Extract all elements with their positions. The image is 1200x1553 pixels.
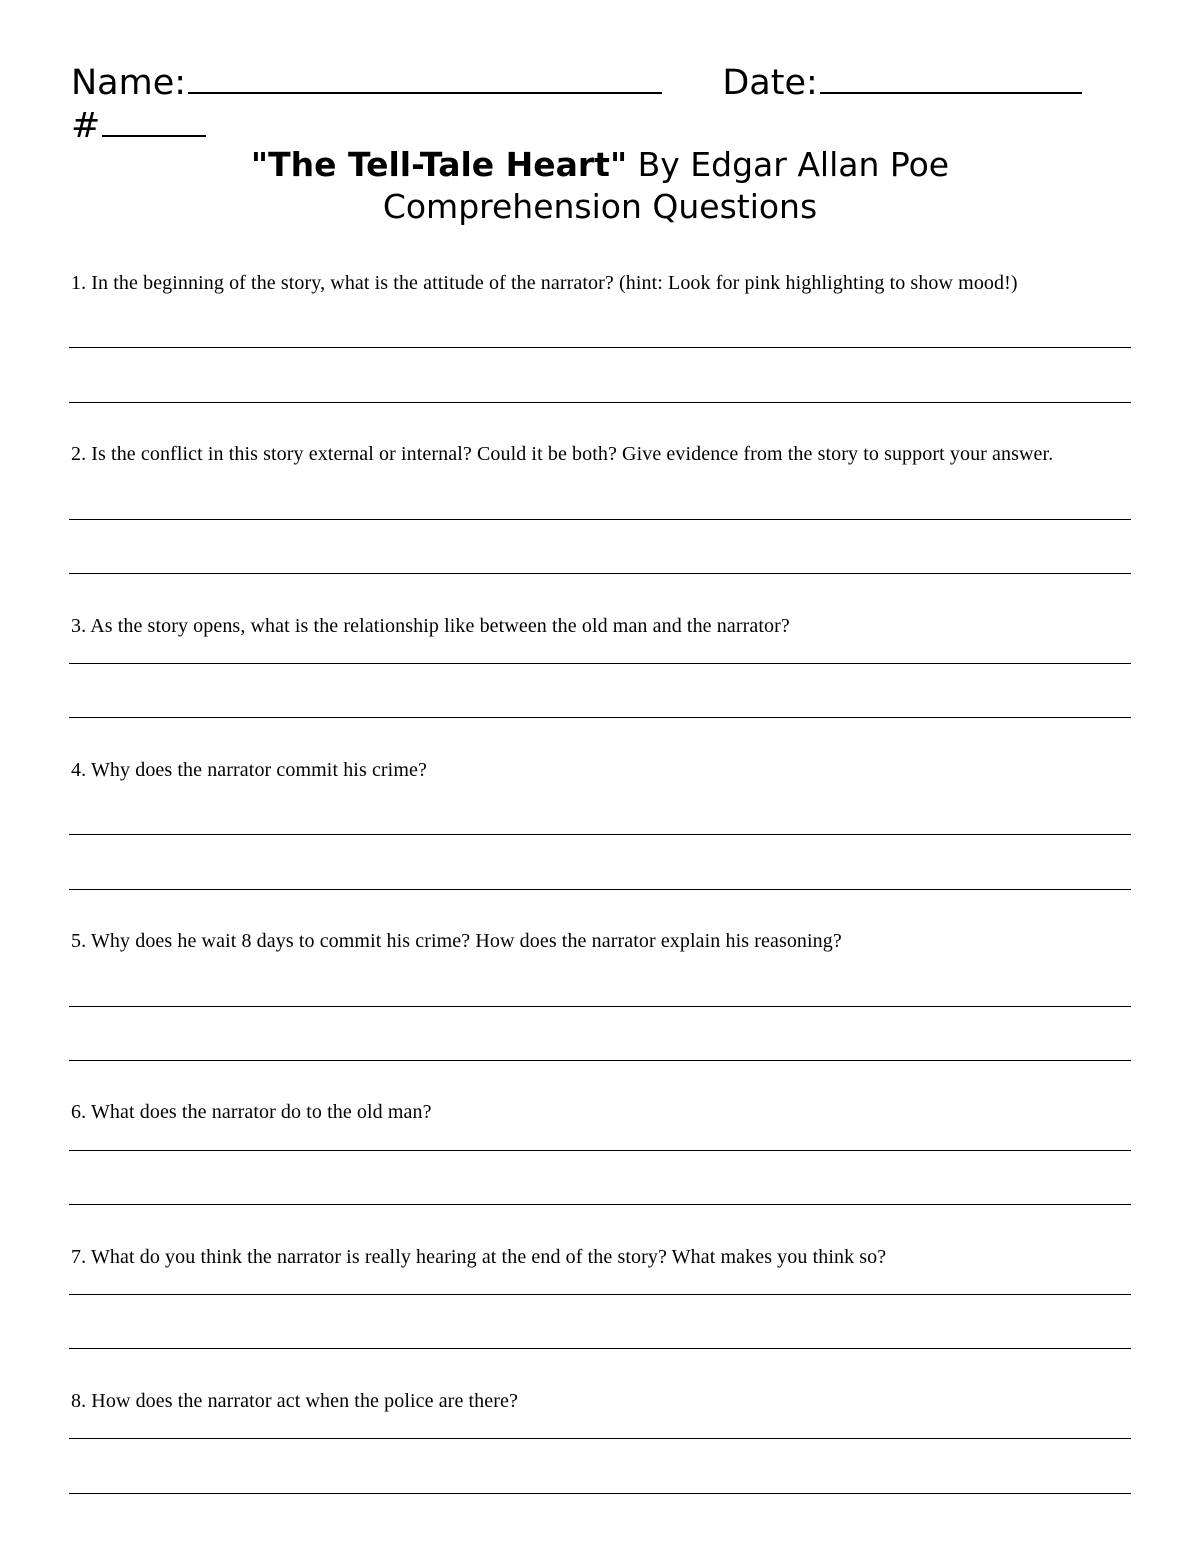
number-blank-line[interactable] (102, 105, 206, 137)
date-label: Date: (722, 63, 818, 103)
answer-line[interactable] (69, 1060, 1131, 1061)
question-5: 5. Why does he wait 8 days to commit his crime? How does the narrator explain his reasoning? (71, 930, 842, 952)
answer-line[interactable] (69, 663, 1131, 664)
answer-line[interactable] (69, 1006, 1131, 1007)
question-7: 7. What do you think the narrator is really hearing at the end of the story? What makes you think so? (71, 1246, 887, 1268)
answer-line[interactable] (69, 573, 1131, 574)
date-blank-line[interactable] (820, 62, 1082, 94)
number-line (71, 105, 206, 146)
answer-line[interactable] (69, 889, 1131, 890)
answer-line[interactable] (69, 402, 1131, 403)
question-4: 4. Why does the narrator commit his crime? (71, 759, 427, 781)
answer-line[interactable] (69, 347, 1131, 348)
answer-line[interactable] (69, 1438, 1131, 1439)
question-8: 8. How does the narrator act when the police are there? (71, 1390, 518, 1412)
name-blank-line[interactable] (188, 62, 662, 94)
author-byline: By Edgar Allan Poe (627, 145, 950, 184)
answer-line[interactable] (69, 1493, 1131, 1494)
answer-line[interactable] (69, 834, 1131, 835)
worksheet-subtitle: Comprehension Questions (382, 187, 818, 226)
question-3: 3. As the story opens, what is the relationship like between the old man and the narrator? (71, 615, 790, 637)
answer-line[interactable] (69, 1204, 1131, 1205)
answer-line[interactable] (69, 1294, 1131, 1295)
answer-line[interactable] (69, 519, 1131, 520)
story-title: "The Tell-Tale Heart" (250, 145, 628, 184)
title-line (0, 144, 1200, 186)
answer-line[interactable] (69, 717, 1131, 718)
answer-line[interactable] (69, 1348, 1131, 1349)
number-label: # (71, 106, 101, 146)
worksheet-title (0, 144, 1200, 228)
name-label: Name: (71, 63, 187, 103)
question-2: 2. Is the conflict in this story external or internal? Could it be both? Give evidence from the story to support your answer. (71, 443, 1054, 465)
answer-line[interactable] (69, 1150, 1131, 1151)
name-date-line (71, 62, 1082, 103)
question-1: 1. In the beginning of the story, what is the attitude of the narrator? (hint: Look for pink highlighting to show mood!) (71, 272, 1018, 294)
question-6: 6. What does the narrator do to the old man? (71, 1101, 432, 1123)
